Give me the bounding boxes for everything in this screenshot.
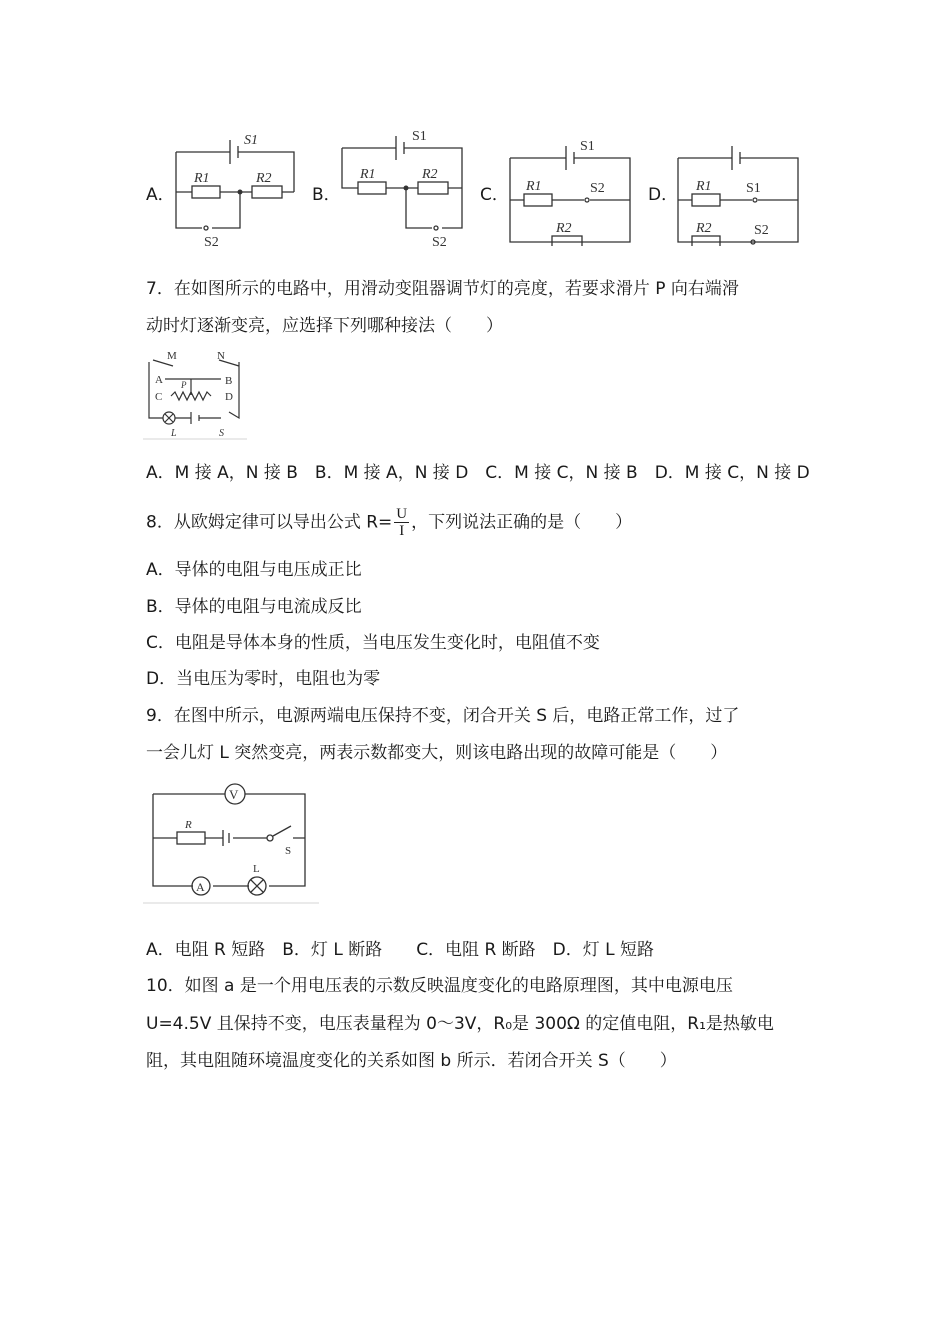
q7-stem-line-1: 7．在如图所示的电路中，用滑动变阻器调节灯的亮度，若要求滑片 P 向右端滑	[146, 279, 739, 299]
q8-stem	[146, 506, 632, 539]
q8-stem-suffix: ，下列说法正确的是（ ）	[411, 512, 633, 533]
q10-stem-line-1: 10．如图 a 是一个用电压表的示数反映温度变化的电路原理图，其中电源电压	[146, 976, 733, 996]
q7-fig-b: B	[225, 375, 233, 387]
q7-options: A．M 接 A，N 接 B B．M 接 A，N 接 D C．M 接 C，N 接 B D．M 接 C，N 接 D	[146, 463, 810, 483]
q7-fig-l: L	[171, 428, 177, 439]
q6d-s2: S2	[754, 223, 769, 238]
q6-option-a-diagram	[166, 128, 301, 250]
q8-option-b: B．导体的电阻与电流成反比	[146, 597, 362, 617]
q6b-r2: R2	[422, 167, 438, 182]
q8-option-a: A．导体的电阻与电压成正比	[146, 560, 362, 580]
q6d-r1: R1	[696, 179, 712, 194]
q6b-s2: S2	[432, 235, 447, 250]
q6c-s1: S1	[580, 139, 595, 154]
q7-fig-p: P	[181, 380, 187, 390]
q8-formula-fraction	[394, 506, 409, 539]
q9-fig-r: R	[185, 819, 192, 831]
q7-fig-d: D	[225, 391, 233, 403]
q7-stem-line-2: 动时灯逐渐变亮，应选择下列哪种接法（ ）	[146, 316, 503, 336]
q9-circuit-diagram	[143, 776, 319, 904]
q8-formula-denominator: I	[399, 523, 405, 539]
q8-option-d: D．当电压为零时，电阻也为零	[146, 669, 381, 689]
q6c-r1: R1	[526, 179, 542, 194]
q6a-s2: S2	[204, 235, 219, 250]
q7-fig-m: M	[167, 350, 177, 362]
q6a-r1: R1	[194, 171, 210, 186]
q6-option-b-label: B．	[312, 185, 341, 205]
q9-stem-line-2: 一会儿灯 L 突然变亮，两表示数都变大，则该电路出现的故障可能是（ ）	[146, 743, 728, 763]
q10-stem-line-2: U=4.5V 且保持不变，电压表量程为 0～3V，R₀是 300Ω 的定值电阻，R₁是热敏电	[146, 1014, 774, 1034]
q6-option-c-diagram	[506, 134, 634, 246]
q6b-s1: S1	[412, 129, 427, 144]
q9-fig-l: L	[253, 863, 260, 875]
q9-options: A．电阻 R 短路 B．灯 L 断路 C．电阻 R 断路 D．灯 L 短路	[146, 940, 655, 960]
q6-option-d-label: D．	[648, 185, 679, 205]
q7-fig-s: S	[219, 428, 224, 439]
q6-option-a-label: A．	[146, 185, 175, 205]
q10-stem-line-3: 阻，其电阻随环境温度变化的关系如图 b 所示．若闭合开关 S（ ）	[146, 1051, 677, 1071]
q6-option-b-diagram	[334, 124, 469, 250]
q7-fig-a: A	[155, 374, 163, 386]
q6-option-d-diagram	[674, 138, 802, 246]
q6c-s2: S2	[590, 181, 605, 196]
q6d-s1: S1	[746, 181, 761, 196]
q9-fig-v: V	[229, 787, 239, 802]
q8-stem-prefix: 8．从欧姆定律可以导出公式 R=	[146, 512, 393, 533]
q6c-r2: R2	[556, 221, 572, 236]
q8-option-c: C．电阻是导体本身的性质，当电压发生变化时，电阻值不变	[146, 633, 600, 653]
q7-fig-n: N	[217, 350, 225, 362]
q9-fig-s: S	[285, 845, 292, 857]
q6b-r1: R1	[360, 167, 376, 182]
q6a-s1: S1	[244, 133, 258, 148]
q8-formula-numerator: U	[396, 506, 408, 522]
q6a-r2: R2	[256, 171, 272, 186]
q6-option-c-label: C．	[480, 185, 509, 205]
q7-circuit-diagram	[143, 350, 247, 440]
q9-fig-a: A	[196, 880, 205, 894]
q7-fig-c: C	[155, 391, 163, 403]
q9-stem-line-1: 9．在图中所示，电源两端电压保持不变，闭合开关 S 后，电路正常工作，过了	[146, 706, 740, 726]
q6d-r2: R2	[696, 221, 712, 236]
